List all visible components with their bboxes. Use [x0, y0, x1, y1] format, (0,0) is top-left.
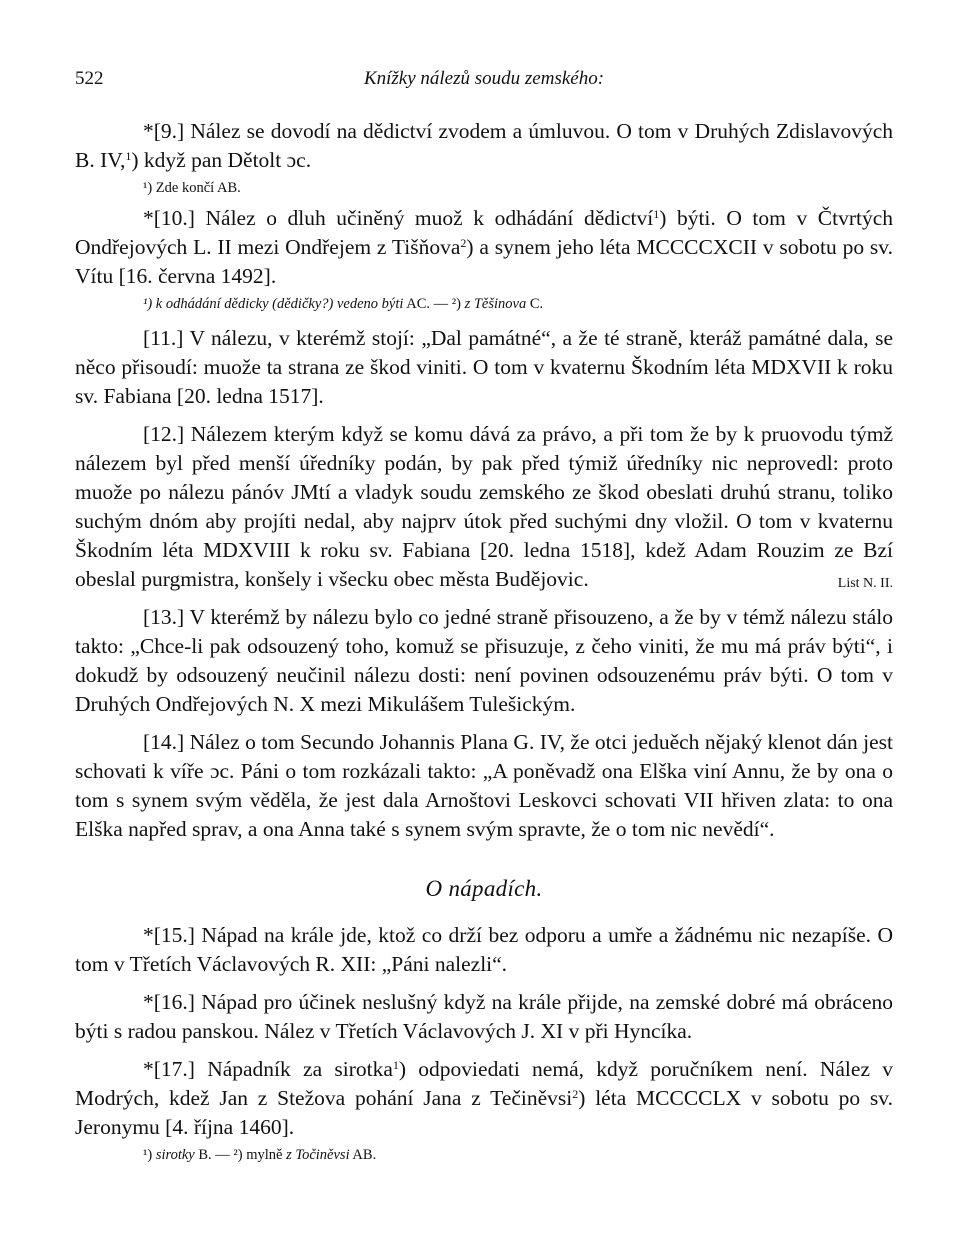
footnote-ref: 2: [572, 1087, 579, 1101]
footnote-variant: sirotky: [155, 1147, 195, 1163]
entry-12-text: [12.] Nálezem kterým když se komu dává za právo, a při tom že by k pruovodu týmž nálezem byl před menší úředníky podán, by pak před týmiž úředníky nic neprovedl: proto muože po nálezu pánóv JMtí a vladyk soudu zemského ze škod obeslati druhú stranu, toliko suchým dnóm aby projíti nedal, aby najprv útok před suchými dny vložil. O tom v kvaternu Škodním léta MDXVIII k roku sv. Fabiana [20. ledna 1518], kdež Adam Rouzim ze Bzí obeslal purgmistra, konšely i všecku obec města Budějovic.: [75, 422, 893, 591]
running-title: Knížky nálezů soudu zemského:: [363, 68, 605, 89]
entry-10-text-a: *[10.] Nález o dluh učiněný muož k odhádání dědictví: [143, 206, 654, 230]
footnote-ref: 1: [125, 149, 132, 163]
page-header: [75, 68, 893, 102]
footnote-variant: z Těšinova: [464, 296, 527, 312]
entry-12: [75, 420, 893, 594]
section-heading: O nápadích.: [425, 876, 543, 901]
footnote-source: B. — ²) mylně: [194, 1147, 287, 1163]
entry-15: *[15.] Nápad na krále jde, ktož co drží bez odporu a umře a žádnému nic nezapíše. O tom v Třetích Václavových R. XII: „Páni nalezli“.: [75, 923, 893, 976]
footnote-ref: 1: [392, 1058, 399, 1072]
footnote-ref: 2: [460, 236, 467, 250]
footnote: [143, 293, 893, 315]
entry-10-text-c: ) a synem jeho léta MCCCCXCII v sobotu po sv. Vítu [16. června 1492].: [75, 235, 894, 288]
entry-9-text-end: ) když pan Dětolt ɔc.: [131, 148, 312, 172]
footnote-source: C.: [526, 296, 544, 312]
page-number: 522: [75, 68, 104, 89]
page-body: [75, 117, 893, 1171]
entry-14: [14.] Nález o tom Secundo Johannis Plana G. IV, že otci jeduěch nějaký klenot dán jest schovati k víře ɔc. Páni o tom rozkázali takto: „A poněvadž ona Elška viní Annu, že by ona o tom s synem svým věděla, že jest dala Arnoštovi Leskovci schovati VII hřiven zlata: to ona Elška napřed sprav, a ona Anna také s synem svým spravte, že o tom nic nevědí“.: [75, 730, 893, 841]
entry-9: [75, 117, 893, 175]
footnote-source: AC. — ²): [403, 296, 465, 312]
entry-17: [75, 1055, 893, 1142]
entry-9-text: *[9.] Nález se dovodí na dědictví zvodem a úmluvou. O tom v Druhých Zdislavových B. IV,: [75, 119, 893, 172]
entry-17-text-c: ) léta MCCCCLX v sobotu po sv. Jeronymu [4. října 1460].: [75, 1086, 893, 1139]
entry-17-text-b: ) odpoviedati nemá, když poručníkem není. Nález v Modrých, kdež Jan z Stežova pohání Jana z Tečiněvsi: [75, 1057, 893, 1110]
footnote: ¹) Zde končí AB.: [143, 180, 241, 196]
marginal-note: List N. II.: [837, 576, 893, 591]
entry-10-text-b: ) býti. O tom v Čtvrtých Ondřejových L. II mezi Ondřejem z Tišňova: [75, 206, 893, 259]
footnote-variant: z Točiněvsi: [286, 1147, 350, 1163]
entry-10: [75, 204, 893, 291]
entry-16: *[16.] Nápad pro účinek neslušný když na krále přijde, na zemské dobré má obráceno býti s radou panskou. Nález v Třetích Václavových J. XI v při Hyncíka.: [75, 990, 893, 1043]
footnote-marker: ¹): [143, 1147, 156, 1163]
footnote-variant: ¹) k odhádání dědicky (dědičky?) vedeno býti: [143, 296, 404, 312]
entry-13: [13.] V kterémž by nálezu bylo co jedné straně přisouzeno, a že by v témž nálezu stálo takto: „Chce-li pak odsouzený toho, komuž se přisuzuje, z čeho viniti, že mu má práv býti“, i dokudž by odsouzený neučinil nálezu dosti: není povinen odsouzenému práv býti. O tom v Druhých Ondřejových N. X mezi Mikulášem Tulešickým.: [75, 605, 893, 716]
footnote: [143, 1144, 893, 1166]
footnote-source: AB.: [349, 1147, 377, 1163]
entry-17-text-a: *[17.] Nápadník za sirotka: [143, 1057, 393, 1081]
footnote-ref: 1: [653, 207, 660, 221]
entry-11: [11.] V nálezu, v kterémž stojí: „Dal památné“, a že té straně, kteráž památné dala, se něco přisoudí: muože ta strana ze škod viniti. O tom v kvaternu Škodním léta MDXVII k roku sv. Fabiana [20. ledna 1517].: [75, 326, 893, 408]
